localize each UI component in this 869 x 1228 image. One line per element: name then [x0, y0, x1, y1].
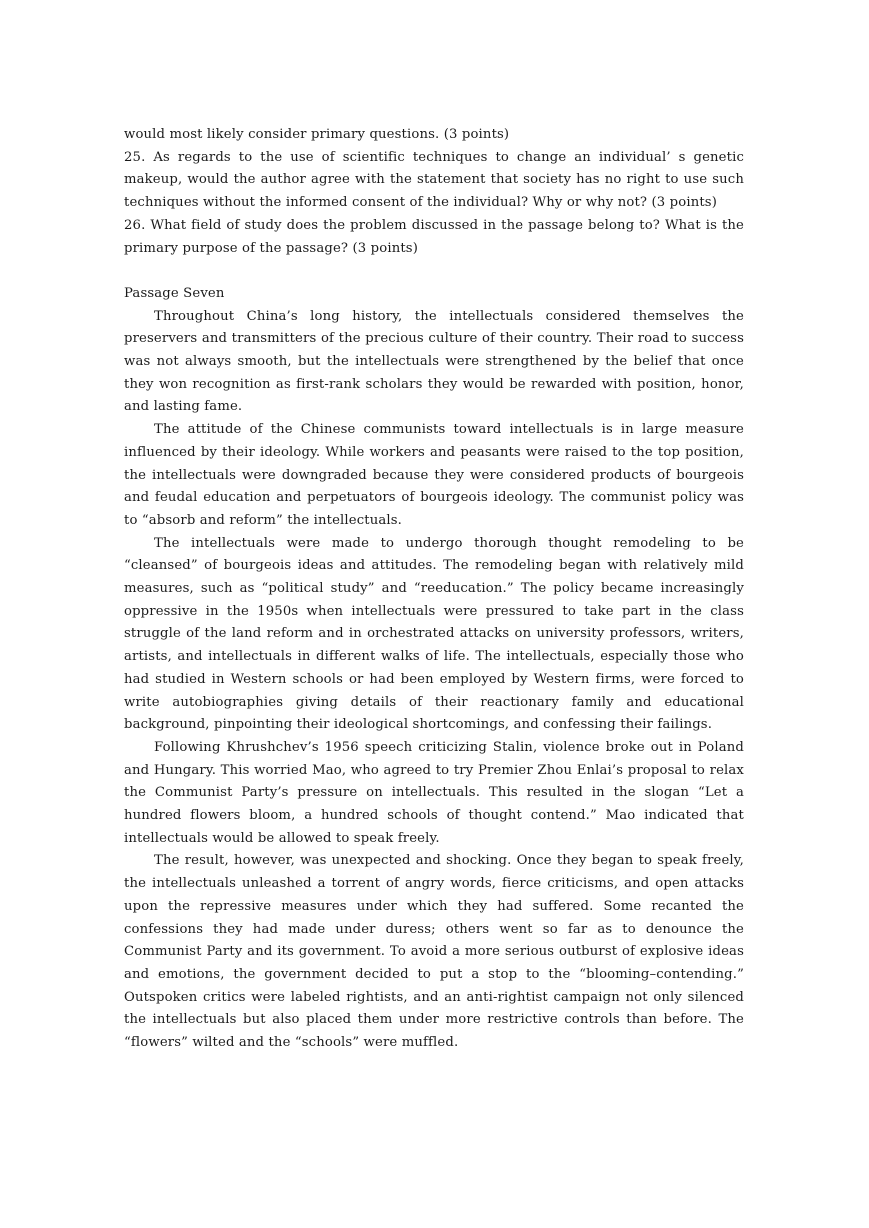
passage-paragraph-3: The intellectuals were made to undergo thorough thought remodeling to be “cleansed” of bourgeois ideas and attitudes. The remodeling began with relatively mild measures, such as “political study” and “reeducation.” The policy became increasingly oppressive in the 1950s when intellectuals were pressured to take part in the class struggle of the land reform and in orchestrated attacks on university professors, writers, artists, and intellectuals in different walks of life. The intellectuals, especially those who had studied in Western schools or had been employed by Western firms, were forced to write autobiographies giving details of their reactionary family and educational background, pinpointing their ideological shortcomings, and confessing their failings.	[124, 535, 744, 733]
passage-paragraph-4: Following Khrushchev’s 1956 speech criticizing Stalin, violence broke out in Poland and Hungary. This worried Mao, who agreed to try Premier Zhou Enlai’s proposal to relax the Communist Party’s pressure on intellectuals. This resulted in the slogan “Let a hundred flowers bloom, a hundred schools of thought contend.” Mao indicated that intellectuals would be allowed to speak freely.	[124, 739, 744, 846]
passage-paragraph-5: The result, however, was unexpected and shocking. Once they began to speak freely, the intellectuals unleashed a torrent of angry words, fierce criticisms, and open attacks upon the repressive measures under which they had suffered. Some recanted the confessions they had made under duress; others went so far as to denounce the Communist Party and its government. To avoid a more serious outburst of explosive ideas and emotions, the government decided to put a stop to the “blooming–contending.” Outspoken critics were labeled rightists, and an anti-rightist campaign not only silenced the intellectuals but also placed them under more restrictive controls than before. The “flowers” wilted and the “schools” were muffled.	[124, 853, 744, 1051]
question-24-continuation: would most likely consider primary questions. (3 points)	[124, 127, 510, 142]
question-26: 26. What field of study does the problem discussed in the passage belong to? What is the primary purpose of the passage? (3 points)	[124, 217, 744, 256]
section-spacer	[124, 260, 744, 283]
passage-paragraph-2: The attitude of the Chinese communists toward intellectuals is in large measure influenced by their ideology. While workers and peasants were raised to the top position, the intellectuals were downgraded because they were considered products of bourgeois and feudal education and perpetuators of bourgeois ideology. The communist policy was to “absorb and reform” the intellectuals.	[124, 422, 744, 528]
passage-paragraph-1: Throughout China’s long history, the intellectuals considered themselves the preservers and transmitters of the precious culture of their country. Their road to success was not always smooth, but the intellectuals were strengthened by the belief that once they won recognition as first-rank scholars they would be rewarded with position, honor, and lasting fame.	[124, 308, 744, 415]
question-25: 25. As regards to the use of scientific techniques to change an individual’ s genetic makeup, would the author agree with the statement that society has no right to use such techniques without the informed consent of the individual? Why or why not? (3 points)	[124, 149, 744, 211]
passage-title: Passage Seven	[124, 285, 225, 301]
page-content	[124, 124, 744, 1055]
